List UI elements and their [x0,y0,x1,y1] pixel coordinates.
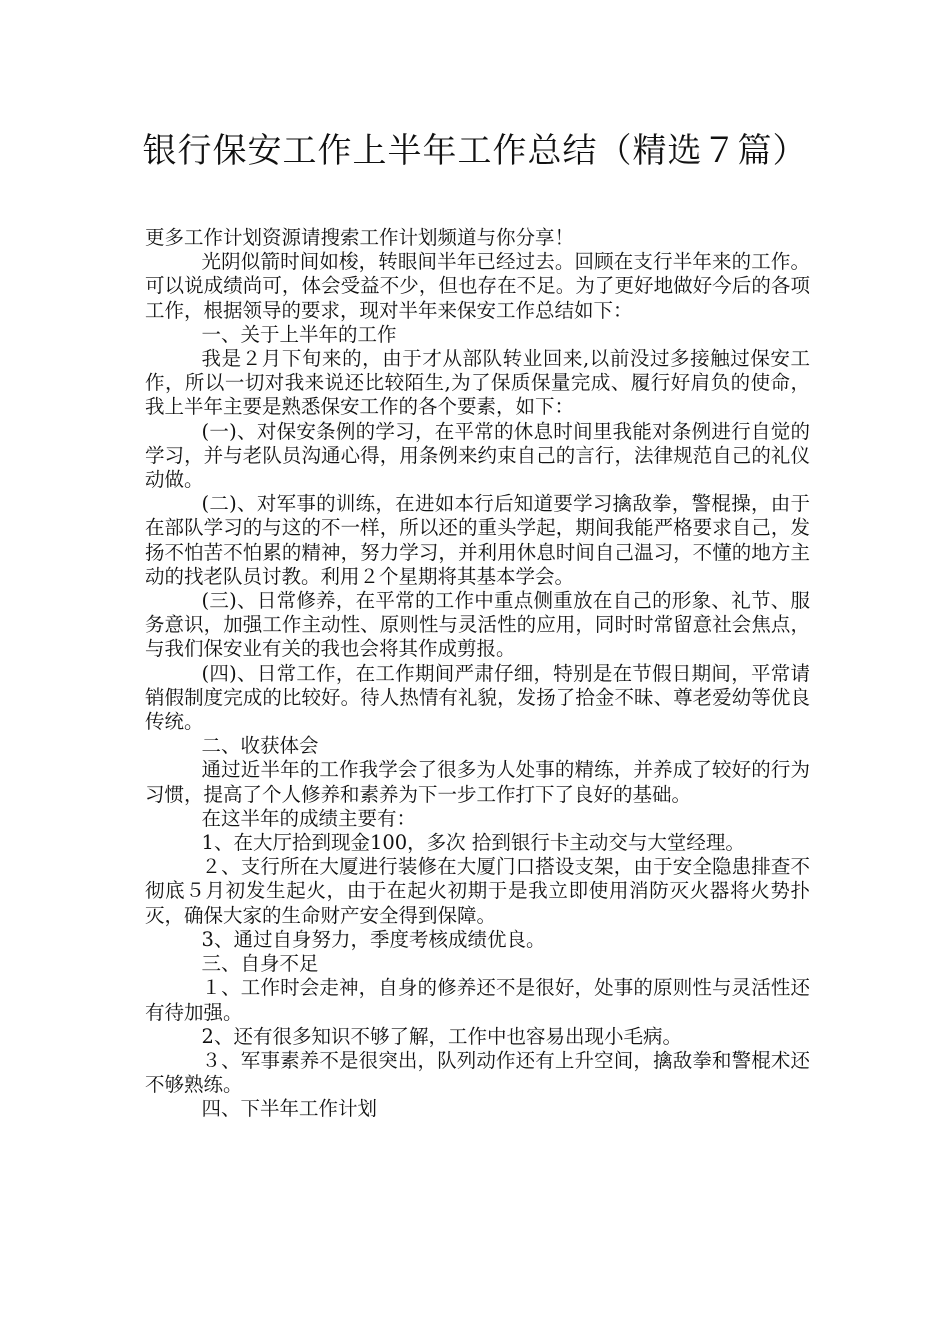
paragraph: 通过近半年的工作我学会了很多为人处事的精练，并养成了较好的行为习惯，提高了个人修养和素养为下一步工作打下了良好的基础。 [145,758,810,806]
paragraph: 我是２月下旬来的，由于才从部队转业回来,以前没过多接触过保安工作，所以一切对我来说还比较陌生,为了保质保量完成、履行好肩负的使命，我上半年主要是熟悉保安工作的各个要素，如下： [145,347,810,419]
paragraph: 光阴似箭时间如梭，转眼间半年已经过去。回顾在支行半年来的工作。可以说成绩尚可，体会受益不少，但也存在不足。为了更好地做好今后的各项工作，根据领导的要求，现对半年来保安工作总结如下： [145,250,810,322]
section-heading: 四、下半年工作计划 [201,1097,378,1121]
section-heading: 一、关于上半年的工作 [201,322,397,346]
section-heading: 二、收获体会 [201,734,319,758]
intro-line: 更多工作计划资源请搜索工作计划频道与你分享！ [145,226,575,249]
document-body [145,226,810,1122]
section-heading: 三、自身不足 [201,952,319,976]
paragraph: (四)、日常工作，在工作期间严肃仔细，特别是在节假日期间，平常请销假制度完成的比较好。待人热情有礼貌，发扬了拾金不昧、尊老爱幼等优良传统。 [145,661,810,734]
paragraph: (一)、对保安条例的学习，在平常的休息时间里我能对条例进行自觉的学习，并与老队员沟通心得，用条例来约束自己的言行，法律规范自己的礼仪动做。 [145,419,810,492]
paragraph: (三)、日常修养，在平常的工作中重点侧重放在自己的形象、礼节、服务意识，加强工作主动性、原则性与灵活性的应用，同时时常留意社会焦点，与我们保安业有关的我也会将其作成剪报。 [145,589,810,661]
list-item: ２、支行所在大厦进行装修在大厦门口搭设支架，由于安全隐患排查不彻底５月初发生起火，由于在起火初期于是我立即使用消防灭火器将火势扑灭，确保大家的生命财产安全得到保障。 [145,855,810,927]
document-title: 银行保安工作上半年工作总结（精选７篇） [142,131,808,171]
list-item: 1、在大厅拾到现金100，多次 拾到银行卡主动交与大堂经理。 [201,831,745,855]
list-item: ３、军事素养不是很突出，队列动作还有上升空间，擒敌拳和警棍术还不够熟练。 [145,1048,810,1097]
list-item: 3、通过自身努力，季度考核成绩优良。 [201,927,546,951]
paragraph: 在这半年的成绩主要有： [201,806,417,830]
paragraph: (二)、对军事的训练，在进如本行后知道要学习擒敌拳，警棍操，由于在部队学习的与这的不一样，所以还的重头学起，期间我能严格要求自己，发扬不怕苦不怕累的精神，努力学习，并利用休息时间自己温习，不懂的地方主动的找老队员讨教。利用２个星期将其基本学会。 [145,492,810,588]
list-item: 2、还有很多知识不够了解，工作中也容易出现小毛病。 [201,1024,682,1048]
list-item: １、工作时会走神，自身的修养还不是很好，处事的原则性与灵活性还有待加强。 [145,976,810,1024]
